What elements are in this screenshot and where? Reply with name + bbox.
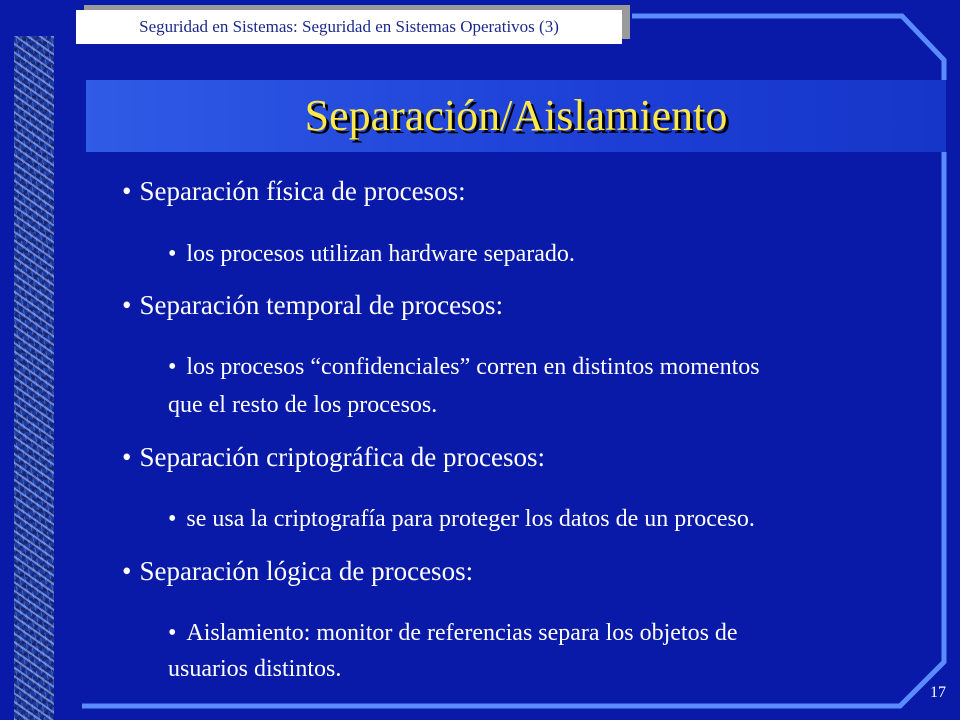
- bullet-icon: •: [168, 620, 177, 646]
- page-number: 17: [930, 684, 946, 701]
- bullet-icon: •: [122, 442, 132, 472]
- sub-bullet-item: [168, 348, 760, 386]
- sub-bullet-text: usuarios distintos.: [168, 656, 342, 682]
- sub-bullet-item: [168, 235, 575, 273]
- bullet-icon: •: [168, 506, 177, 532]
- sub-bullet-item: [168, 614, 738, 652]
- bullet-icon: •: [122, 556, 132, 586]
- sub-bullet-text: Aislamiento: monitor de referencias separa los objetos de: [186, 620, 738, 646]
- course-title: Seguridad en Sistemas: Seguridad en Sistemas Operativos (3): [76, 10, 622, 44]
- slide-title: Separación/Aislamiento: [304, 91, 728, 140]
- bullet-item-logical-separation: [122, 556, 473, 587]
- sub-bullet-text: que el resto de los procesos.: [168, 392, 438, 418]
- bullet-icon: •: [122, 290, 132, 320]
- sub-bullet-continuation: [168, 650, 341, 688]
- bullet-text: Separación lógica de procesos:: [139, 556, 474, 586]
- bullet-icon: •: [122, 176, 132, 206]
- bullet-icon: •: [168, 354, 177, 380]
- sub-bullet-item: [168, 500, 755, 538]
- bullet-text: Separación criptográfica de procesos:: [139, 442, 546, 472]
- bullet-text: Separación física de procesos:: [139, 176, 466, 206]
- bullet-item-temporal-separation: [122, 290, 503, 321]
- bullet-item-physical-separation: [122, 176, 466, 207]
- bullet-text: Separación temporal de procesos:: [139, 290, 504, 320]
- bullet-icon: •: [168, 241, 177, 267]
- sub-bullet-continuation: [168, 386, 437, 424]
- bullet-item-cryptographic-separation: [122, 442, 545, 473]
- sub-bullet-text: los procesos “confidenciales” corren en distintos momentos: [186, 354, 760, 380]
- sub-bullet-text: los procesos utilizan hardware separado.: [186, 241, 575, 267]
- sub-bullet-text: se usa la criptografía para proteger los datos de un proceso.: [186, 506, 755, 532]
